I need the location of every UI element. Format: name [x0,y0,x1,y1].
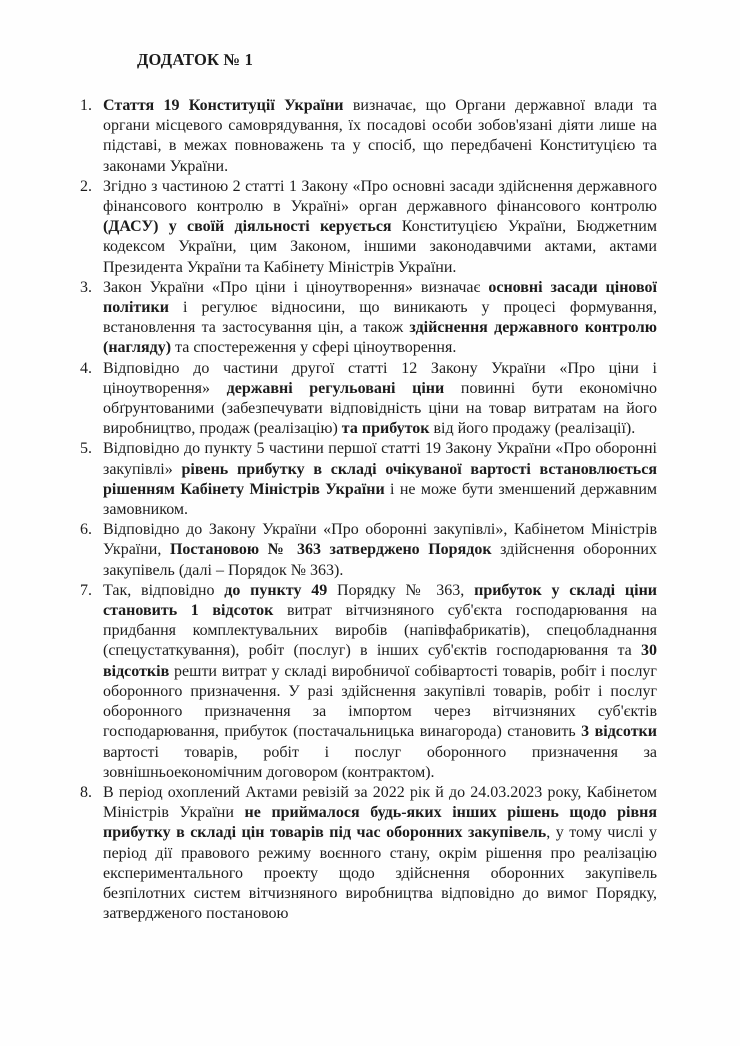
list-item-number: 3. [80,278,92,296]
list-item [80,520,657,581]
list-item-number: 4. [80,359,92,377]
list-item-number: 5. [80,440,92,458]
list-item-text: Згідно з частиною 2 статті 1 Закону «Про основні засади здійснення державного фінансового контролю в Україні» орган державного фінансового контролю (ДАСУ) у своїй діяльності керується Конституцією України, Бюджетним кодексом України, цим Законом, іншими законодавчими актами, актами Президента України та Кабінету Міністрів України. [103,177,657,276]
list-item-number: 8. [80,783,92,801]
list-item-text: Так, відповідно до пункту 49 Порядку № 363, прибуток у складі ціни становить 1 відсоток витрат вітчизняного суб'єкта господарювання на придбання комплектувальних виробів (напівфабрикатів), спецобладнання (спецустаткування), робіт (послуг) в інших суб'єктів господарювання та 30 відсотків решти витрат у складі виробничої собівартості товарів, робіт і послуг оборонного призначення. У разі здійснення закупівлі товарів, робіт і послуг оборонного призначення за імпортом через вітчизняних суб'єктів господарювання, прибуток (постачальницька винагорода) становить 3 відсотки вартості товарів, робіт і послуг оборонного призначення за зовнішньоекономічним договором (контрактом). [103,581,658,781]
list-item-text: Стаття 19 Конституції України визначає, що Органи державної влади та органи місцевого самоврядування, їх посадові особи зобов'язані діяти лише на підставі, в межах повноважень та у спосіб, що передбачені Конституцією та законами України. [103,97,657,175]
list-item-text: Закон України «Про ціни і ціноутворення» визначає основні засади цінової політики і регулює відносини, що виникають у процесі формування, встановлення та застосування цін, а також здійснення державного контролю (нагляду) та спостереження у сфері ціноутворення. [103,278,657,357]
list-item [80,177,657,278]
list-item-text: Відповідно до Закону України «Про оборонні закупівлі», Кабінетом Міністрів України, Постановою № 363 затверджено Порядок здійснення оборонних закупівель (далі – Порядок № 363). [103,521,657,579]
list-item [80,581,658,783]
list-item-number: 7. [80,581,92,599]
numbered-list [80,96,658,924]
list-item-number: 1. [80,97,92,114]
document-content [80,50,658,924]
list-item-number: 2. [80,177,92,195]
list-item-text: В період охоплений Актами ревізій за 2022 рік й до 24.03.2023 року, Кабінетом Міністрів України не приймалося будь-яких інших рішень щодо рівня прибутку в складі цін товарів під час оборонних закупівель, у тому числі у період дії правового режиму воєнного стану, окрім рішення про реалізацію експериментального проекту щодо здійснення оборонних закупівель безпілотних систем вітчизняного виробництва відповідно до вимог Порядку, затвердженого постановою [103,783,658,923]
list-item [80,359,658,440]
list-item [80,96,657,177]
page-title: ДОДАТОК № 1 [137,50,254,69]
list-item-text: Відповідно до пункту 5 частини першої статті 19 Закону України «Про оборонні закупівлі» рівень прибутку в складі очікуваної вартості встановлюється рішенням Кабінету Міністрів України і не може бути зменшений державним замовником. [103,440,658,519]
list-item [80,783,658,924]
list-item [80,439,658,520]
list-item [80,278,657,359]
list-item-number: 6. [80,521,92,539]
list-item-text: Відповідно до частини другої статті 12 Закону України «Про ціни і ціноутворення» державні регульовані ціни повинні бути економічно обґрунтованими (забезпечувати відповідність ціни на товар витратам на його виробництво, продаж (реалізацію) та прибуток від його продажу (реалізації). [103,359,658,438]
